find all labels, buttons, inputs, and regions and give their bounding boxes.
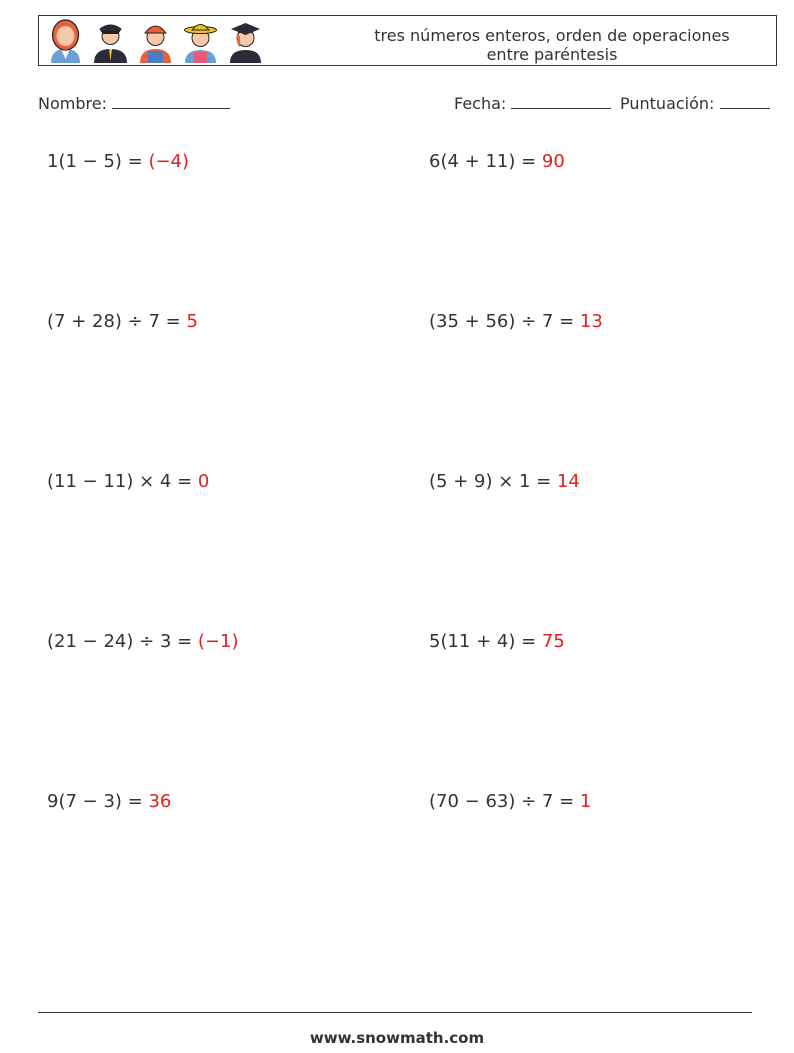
problem-9 xyxy=(47,791,171,812)
worksheet-header xyxy=(38,15,777,66)
problem-expression: (21 − 24) ÷ 3 = xyxy=(47,631,198,652)
title-line-2: entre paréntesis xyxy=(486,45,618,64)
footer-divider xyxy=(38,1012,752,1013)
problem-6 xyxy=(429,471,580,492)
problem-expression: (7 + 28) ÷ 7 = xyxy=(47,311,187,332)
problem-answer: (−4) xyxy=(148,151,190,172)
problem-expression: 6(4 + 11) = xyxy=(429,151,542,172)
title-line-1: tres números enteros, orden de operaciones xyxy=(374,26,730,45)
problem-8 xyxy=(429,631,565,652)
problem-answer: 1 xyxy=(579,791,592,812)
problem-expression: 9(7 − 3) = xyxy=(47,791,149,812)
worker-avatar-icon xyxy=(137,19,174,63)
woman-avatar-icon xyxy=(47,19,84,63)
avatar-strip xyxy=(47,19,264,63)
problem-answer: 75 xyxy=(541,631,565,652)
problem-5 xyxy=(47,471,209,492)
problem-answer: 36 xyxy=(148,791,172,812)
problem-expression: (35 + 56) ÷ 7 = xyxy=(429,311,580,332)
problem-3 xyxy=(47,311,198,332)
police-officer-avatar-icon xyxy=(92,19,129,63)
problem-7 xyxy=(47,631,238,652)
score-field xyxy=(620,94,770,113)
problem-answer: 90 xyxy=(541,151,565,172)
name-label: Nombre: xyxy=(38,94,107,113)
problem-answer: 0 xyxy=(197,471,210,492)
score-blank[interactable] xyxy=(720,94,770,109)
date-field xyxy=(454,94,611,113)
date-label: Fecha: xyxy=(454,94,507,113)
problem-expression: (5 + 9) × 1 = xyxy=(429,471,557,492)
problem-expression: (70 − 63) ÷ 7 = xyxy=(429,791,580,812)
problem-answer: (−1) xyxy=(197,631,239,652)
problem-4 xyxy=(429,311,603,332)
graduate-avatar-icon xyxy=(227,19,264,63)
name-field xyxy=(38,94,230,113)
farmer-avatar-icon xyxy=(182,19,219,63)
score-label: Puntuación: xyxy=(620,94,715,113)
problem-1 xyxy=(47,151,189,172)
problem-2 xyxy=(429,151,565,172)
problem-answer: 5 xyxy=(186,311,198,332)
footer-site-link[interactable]: www.snowmath.com xyxy=(309,1029,485,1047)
problem-expression: 5(11 + 4) = xyxy=(429,631,542,652)
problem-answer: 13 xyxy=(579,311,603,332)
worksheet-title xyxy=(342,26,762,64)
problem-10 xyxy=(429,791,591,812)
date-blank[interactable] xyxy=(511,94,611,109)
problem-expression: 1(1 − 5) = xyxy=(47,151,149,172)
problem-answer: 14 xyxy=(556,471,580,492)
problem-expression: (11 − 11) × 4 = xyxy=(47,471,198,492)
name-blank[interactable] xyxy=(112,94,230,109)
